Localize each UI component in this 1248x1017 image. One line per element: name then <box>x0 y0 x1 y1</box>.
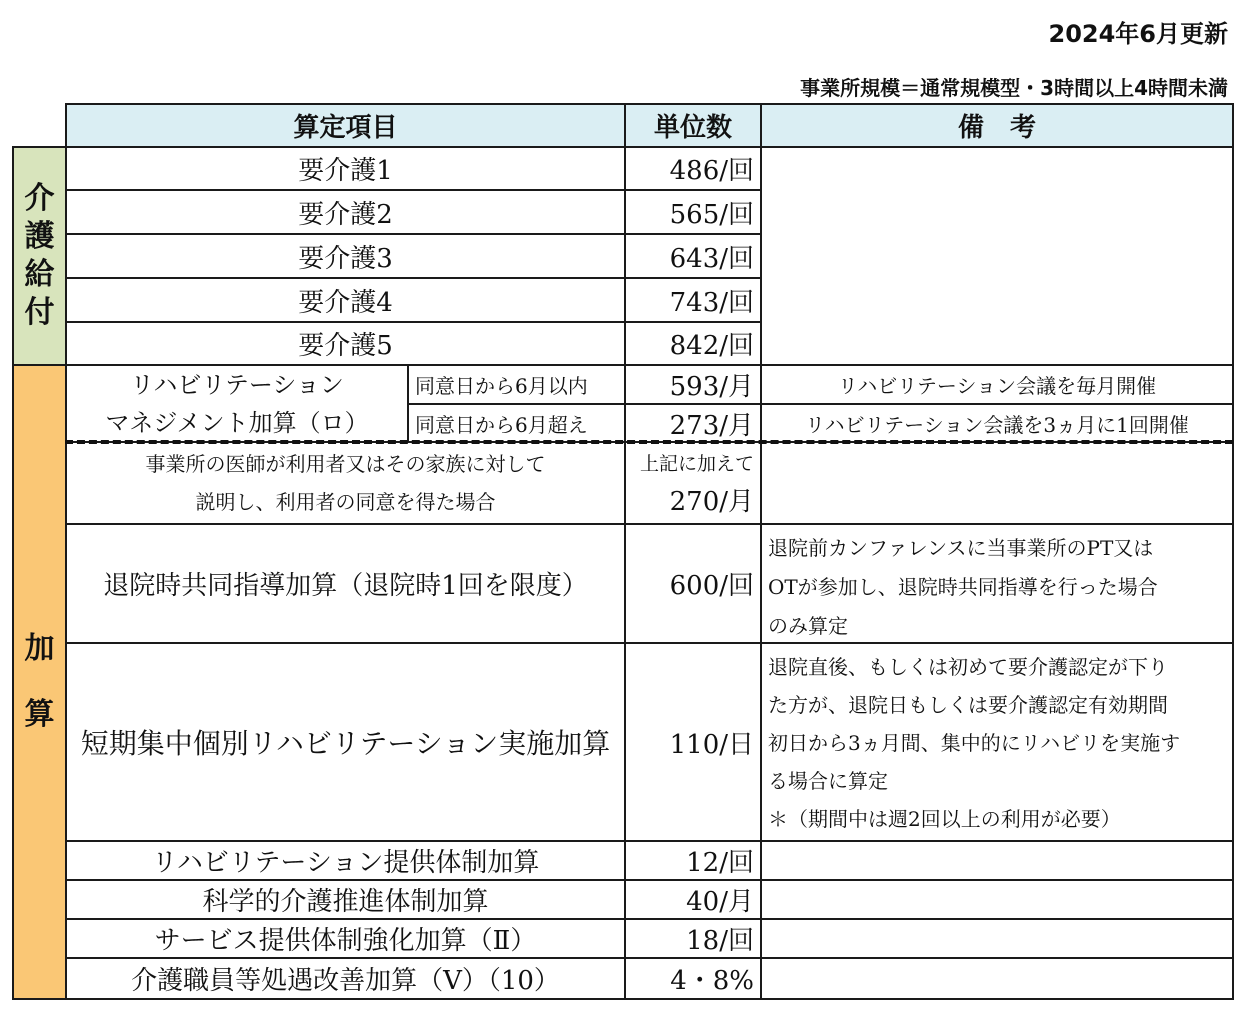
rehab-mgmt-units: 593/月 <box>624 364 762 405</box>
col-header-notes: 備 考 <box>760 103 1234 148</box>
care-level-units: 565/回 <box>624 189 762 235</box>
addon-label: 科学的介護推進体制加算 <box>65 879 626 920</box>
doctor-explain-units-value: 270/月 <box>669 487 754 517</box>
addon-notes <box>760 918 1234 959</box>
addon-units: 12/回 <box>624 840 762 881</box>
addon-notes <box>760 957 1234 1000</box>
rehab-mgmt-condition: 同意日から6月以内 <box>407 364 626 405</box>
addon-label: サービス提供体制強化加算（Ⅱ） <box>65 918 626 959</box>
note-line: る場合に算定 <box>768 769 888 793</box>
rehab-mgmt-label <box>65 364 409 443</box>
note-line: のみ算定 <box>768 614 848 638</box>
care-level-notes <box>760 146 1234 366</box>
discharge-units: 600/回 <box>624 523 762 644</box>
addon-units: 4・8% <box>624 957 762 1000</box>
rehab-mgmt-note: リハビリテーション会議を3ヵ月に1回開催 <box>760 403 1234 443</box>
col-header-units: 単位数 <box>624 103 762 148</box>
doctor-explain-notes <box>760 441 1234 525</box>
doctor-explain-line1: 事業所の医師が利用者又はその家族に対して <box>145 452 546 476</box>
doctor-explain-units-note: 上記に加えて <box>639 453 754 475</box>
rehab-mgmt-line2: マネジメント加算（ロ） <box>105 408 369 437</box>
category-char: 算 <box>24 697 55 732</box>
note-line: 初日から3ヵ月間、集中的にリハビリを実施す <box>768 731 1181 755</box>
rehab-mgmt-condition: 同意日から6月超え <box>407 403 626 443</box>
addon-label: リハビリテーション提供体制加算 <box>65 840 626 881</box>
doctor-explain-line2: 説明し、利用者の同意を得た場合 <box>195 490 496 514</box>
care-level-units: 842/回 <box>624 321 762 366</box>
doctor-explain-label <box>65 441 626 525</box>
col-header-item: 算定項目 <box>65 103 626 148</box>
short-term-units: 110/日 <box>624 642 762 842</box>
care-level-label: 要介護2 <box>65 189 626 235</box>
care-level-label: 要介護3 <box>65 233 626 279</box>
short-term-label: 短期集中個別リハビリテーション実施加算 <box>65 642 626 842</box>
section-divider <box>65 440 1233 444</box>
category-kasan <box>12 364 67 1000</box>
category-char: 介 <box>24 181 55 216</box>
note-line: 退院直後、もしくは初めて要介護認定が下り <box>768 655 1168 679</box>
category-char: 給 <box>24 257 55 292</box>
discharge-note <box>760 523 1234 644</box>
note-line: ＊（期間中は週2回以上の利用が必要） <box>768 807 1121 831</box>
doctor-explain-units <box>624 441 762 525</box>
note-line: た方が、退院日もしくは要介護認定有効期間 <box>768 693 1168 717</box>
note-line: 退院前カンファレンスに当事業所のPT又は <box>768 536 1154 560</box>
short-term-note <box>760 642 1234 842</box>
rehab-mgmt-line1: リハビリテーション <box>130 370 344 399</box>
note-line: OTが参加し、退院時共同指導を行った場合 <box>768 575 1158 599</box>
facility-scale: 事業所規模＝通常規模型・3時間以上4時間未満 <box>800 76 1228 100</box>
category-kaigo-kyufu <box>12 146 67 366</box>
care-level-label: 要介護4 <box>65 277 626 323</box>
category-char: 護 <box>24 219 55 254</box>
addon-notes <box>760 879 1234 920</box>
addon-notes <box>760 840 1234 881</box>
rehab-mgmt-note: リハビリテーション会議を毎月開催 <box>760 364 1234 405</box>
addon-units: 40/月 <box>624 879 762 920</box>
care-level-units: 643/回 <box>624 233 762 279</box>
update-date: 2024年6月更新 <box>1048 20 1228 48</box>
category-char: 付 <box>24 295 55 330</box>
addon-units: 18/回 <box>624 918 762 959</box>
category-char: 加 <box>24 631 55 666</box>
addon-label: 介護職員等処遇改善加算（Ⅴ）（10） <box>65 957 626 1000</box>
discharge-label: 退院時共同指導加算（退院時1回を限度） <box>65 523 626 644</box>
care-level-units: 743/回 <box>624 277 762 323</box>
care-level-label: 要介護5 <box>65 321 626 366</box>
rehab-mgmt-units: 273/月 <box>624 403 762 443</box>
care-level-label: 要介護1 <box>65 146 626 191</box>
care-level-units: 486/回 <box>624 146 762 191</box>
